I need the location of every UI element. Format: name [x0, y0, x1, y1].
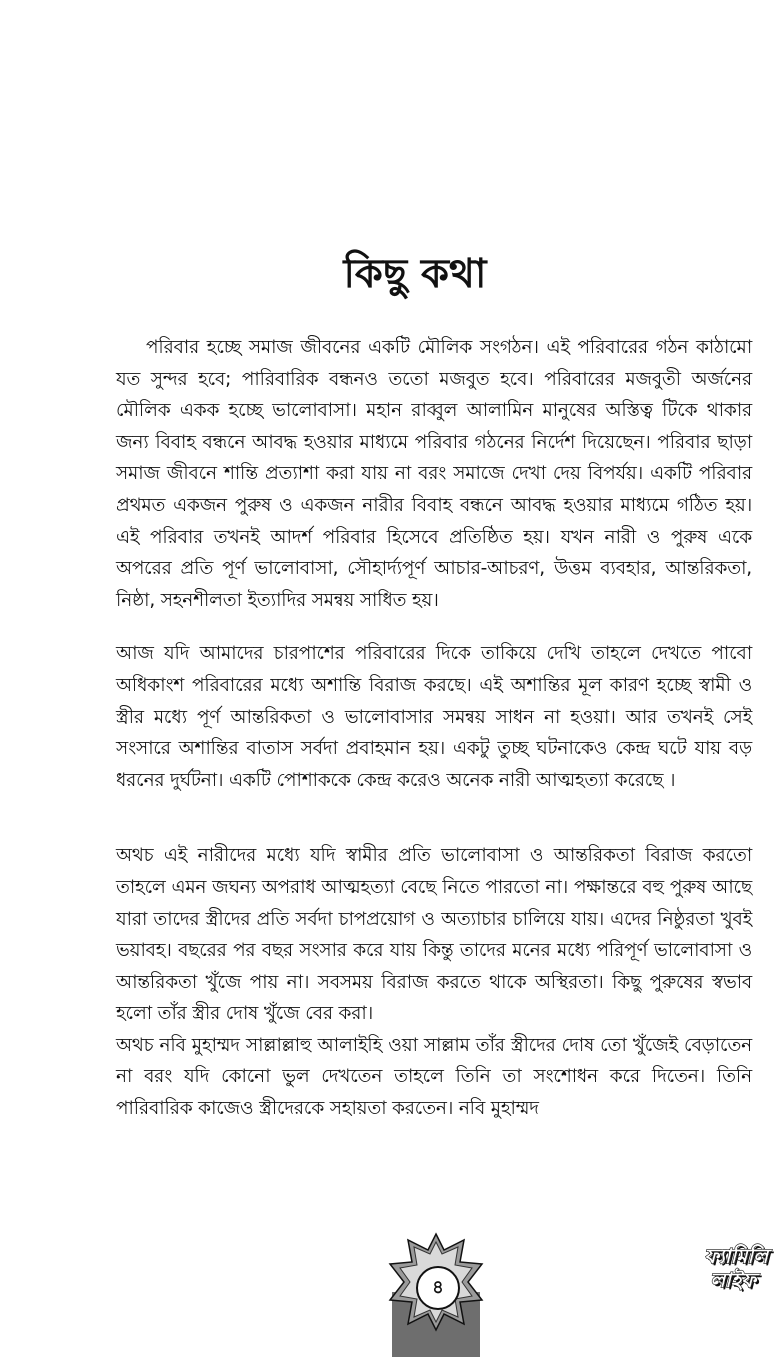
brand-line-1: ফ্যামিলি — [704, 1244, 768, 1268]
paragraph-1: পরিবার হচ্ছে সমাজ জীবনের একটি মৌলিক সংগঠন। এই পরিবারের গঠন কাঠামো যত সুন্দর হবে; পারিবারিক বন্ধনও ততো মজবুত হবে। পরিবারের মজবুতী অর্জনের মৌলিক একক হচ্ছে ভালোবাসা। মহান রাব্বুল আলামিন মানুষের অস্তিত্ব টিকে থাকার জন্য বিবাহ বন্ধনে আবদ্ধ হওয়ার মাধ্যমে পরিবার গঠনের নির্দেশ দিয়েছেন। পরিবার ছাড়া সমাজ জীবনে শান্তি প্রত্যাশা করা যায় না বরং সমাজে দেখা দেয় বিপর্যয়। একটি পরিবার প্রথমত একজন পুরুষ ও একজন নারীর বিবাহ বন্ধনে আবদ্ধ হওয়ার মাধ্যমে গঠিত হয়। এই পরিবার তখনই আদর্শ পরিবার হিসেবে প্রতিষ্ঠিত হয়। যখন নারী ও পুরুষ একে অপরের প্রতি পূর্ণ ভালোবাসা, সৌহার্দ্যপূর্ণ আচার-আচরণ, উত্তম ব্যবহার, আন্তরিকতা, নিষ্ঠা, সহনশীলতা ইত্যাদির সমন্বয় সাধিত হয়। — [116, 337, 752, 611]
body-text — [116, 332, 752, 1125]
brand-line-2: লাইফ — [710, 1268, 756, 1292]
page-number: ৪ — [416, 1266, 460, 1310]
paragraph-3: অথচ এই নারীদের মধ্যে যদি স্বামীর প্রতি ভালোবাসা ও আন্তরিকতা বিরাজ করতো তাহলে এমন জঘন্য অপরাধ আত্মহত্যা বেছে নিতে পারতো না। পক্ষান্তরে বহু পুরুষ আছে যারা তাদের স্ত্রীদের প্রতি সর্বদা চাপপ্রয়োগ ও অত্যাচার চালিয়ে যায়। এদের নিষ্ঠুরতা খুবই ভয়াবহ। বছরের পর বছর সংসার করে যায় কিন্তু তাদের মনের মধ্যে পরিপূর্ণ ভালোবাসা ও আন্তরিকতা খুঁজে পায় না। সবসময় বিরাজ করতে থাকে অস্থিরতা। কিছু পুরুষের স্বভাব হলো তাঁর স্ত্রীর দোষ খুঁজে বের করা। — [116, 845, 752, 1025]
brand-logo — [656, 1244, 768, 1314]
page-title: কিছু কথা — [343, 251, 487, 297]
page-number-badge — [388, 1232, 484, 1357]
paragraph-4: অথচ নবি মুহাম্মদ সাল্লাল্লাহু আলাইহি ওয়া সাল্লাম তাঁর স্ত্রীদের দোষ তো খুঁজেই বেড়াতেন না বরং যদি কোনো ভুল দেখতেন তাহলে তিনি তা সংশোধন করে দিতেন। তিনি পারিবারিক কাজেও স্ত্রীদেরকে সহায়তা করতেন। নবি মুহাম্মদ — [116, 1034, 752, 1120]
paragraph-2: আজ যদি আমাদের চারপাশের পরিবারের দিকে তাকিয়ে দেখি তাহলে দেখতে পাবো অধিকাংশ পরিবারের মধ্যে অশান্তি বিরাজ করছে। এই অশান্তির মূল কারণ হচ্ছে স্বামী ও স্ত্রীর মধ্যে পূর্ণ আন্তরিকতা ও ভালোবাসার সমন্বয় সাধন না হওয়া। আর তখনই সেই সংসারে অশান্তির বাতাস সর্বদা প্রবাহমান হয়। একটু তুচ্ছ ঘটনাকেও কেন্দ্র ঘটে যায় বড় ধরনের দুর্ঘটনা। একটি পোশাককে কেন্দ্র করেও অনেক নারী আত্মহত্যা করেছে । — [116, 643, 752, 791]
